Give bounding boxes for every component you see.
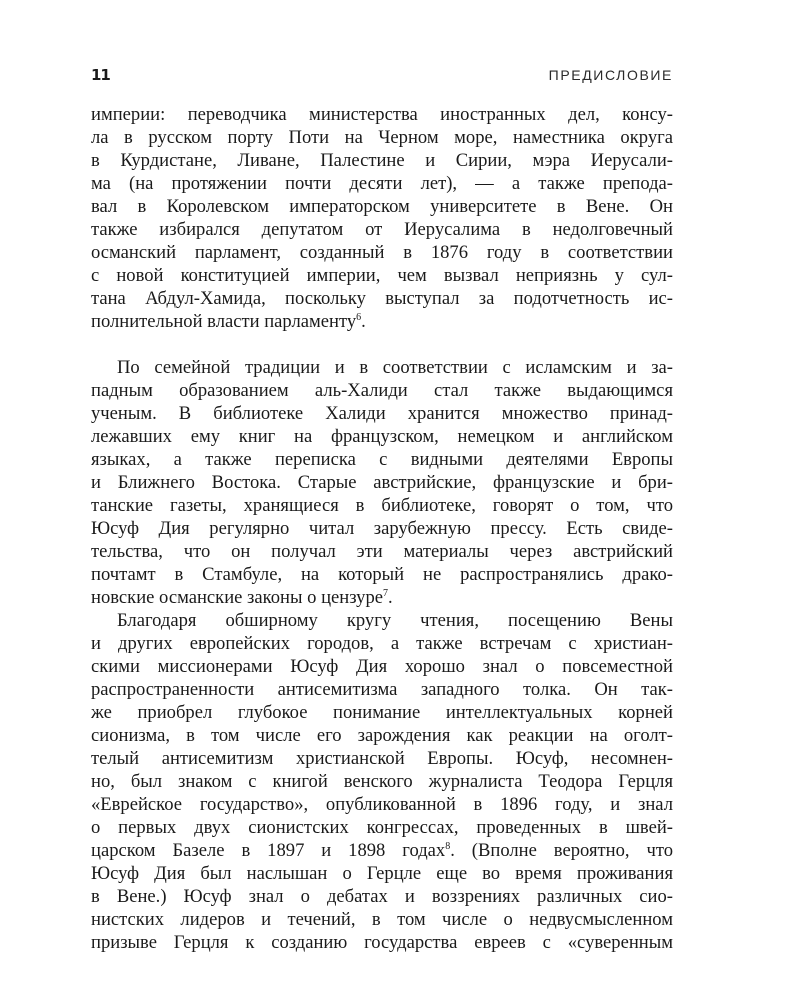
- text-line: призыве Герцля к созданию государства евреев с «суверенным: [91, 932, 673, 953]
- text-line: в Вене.) Юсуф знал о дебатах и воззрениях различных сио-: [91, 886, 673, 907]
- text-line: ученым. В библиотеке Халиди хранится множество принад-: [91, 403, 673, 424]
- running-head: ПРЕДИСЛОВИЕ: [548, 67, 673, 83]
- page-header: [91, 66, 673, 88]
- text-segment: . (Вполне вероятно, что: [450, 840, 673, 861]
- text-line: вал в Королевском императорском университете в Вене. Он: [91, 196, 673, 217]
- paragraph-1: [91, 103, 673, 333]
- text-line: о первых двух сионистских конгрессах, проведенных в швей-: [91, 817, 673, 838]
- text-segment: царском Базеле в 1897 и 1898 годах: [91, 840, 446, 861]
- footnote-ref-8[interactable]: 8: [445, 840, 451, 852]
- text-line: ма (на протяжении почти десяти лет), — а также препода-: [91, 173, 673, 194]
- text-line: Юсуф Дия регулярно читал зарубежную прессу. Есть свиде-: [91, 518, 673, 539]
- body-text: [91, 103, 673, 954]
- page-number: 11: [91, 66, 110, 84]
- text-line: скими миссионерами Юсуф Дия хорошо знал о повсеместной: [91, 656, 673, 677]
- text-line: Благодаря обширному кругу чтения, посещению Вены: [117, 610, 673, 631]
- text-line: сионизма, в том числе его зарождения как реакции на оголт-: [91, 725, 673, 746]
- text-line: почтамт в Стамбуле, на который не распространялись драко-: [91, 564, 673, 585]
- paragraph-2: [91, 356, 673, 609]
- text-segment: новские османские законы о цензуре: [91, 587, 384, 608]
- text-line: и других европейских городов, а также встречам с христиан-: [91, 633, 673, 654]
- text-line: танские газеты, хранящиеся в библиотеке, говорят о том, что: [91, 495, 673, 516]
- text-line: Юсуф Дия был наслышан о Герцле еще во время проживания: [91, 863, 673, 884]
- text-line: падным образованием аль-Халиди стал также выдающимся: [91, 380, 673, 401]
- text-line: языках, а также переписка с видными деятелями Европы: [91, 449, 673, 470]
- text-line: но, был знаком с книгой венского журналиста Теодора Герцля: [91, 771, 673, 792]
- text-line: и Ближнего Востока. Старые австрийские, французские и бри-: [91, 472, 673, 493]
- text-line: телый антисемитизм христианской Европы. Юсуф, несомнен-: [91, 748, 673, 769]
- text-line: распространенности антисемитизма западного толка. Он так-: [91, 679, 673, 700]
- text-line: лежавших ему книг на французском, немецком и английском: [91, 426, 673, 447]
- paragraph-gap: [91, 333, 673, 356]
- text-line: ла в русском порту Поти на Черном море, наместника округа: [91, 127, 673, 148]
- text-line: тана Абдул-Хамида, поскольку выступал за подотчетность ис-: [91, 288, 673, 309]
- text-line: [91, 839, 673, 862]
- text-line: нистских лидеров и течений, в том числе о недвусмысленном: [91, 909, 673, 930]
- text-line: По семейной традиции и в соответствии с исламским и за-: [117, 357, 673, 378]
- text-line: полнительной власти парламенту$^6$.: [91, 311, 366, 332]
- paragraph-3: [91, 609, 673, 954]
- text-line: османский парламент, созданный в 1876 году в соответствии: [91, 242, 673, 263]
- text-line: тельства, что он получал эти материалы через австрийский: [91, 541, 673, 562]
- text-line: с новой конституцией империи, чем вызвал неприязнь у сул-: [91, 265, 673, 286]
- text-line: новские османские законы о цензуре$^7$.: [91, 587, 393, 608]
- text-line: также избирался депутатом от Иерусалима в недолговечный: [91, 219, 673, 240]
- footnote-ref-7[interactable]: 7: [383, 587, 389, 599]
- text-line: в Курдистане, Ливане, Палестине и Сирии, мэра Иерусали-: [91, 150, 673, 171]
- text-segment: полнительной власти парламенту: [91, 311, 357, 332]
- text-line: «Еврейское государство», опубликованной в 1896 году, и знал: [91, 794, 673, 815]
- footnote-ref-6[interactable]: 6: [356, 311, 362, 323]
- text-line: империи: переводчика министерства иностранных дел, консу-: [91, 104, 673, 125]
- text-line: же приобрел глубокое понимание интеллектуальных корней: [91, 702, 673, 723]
